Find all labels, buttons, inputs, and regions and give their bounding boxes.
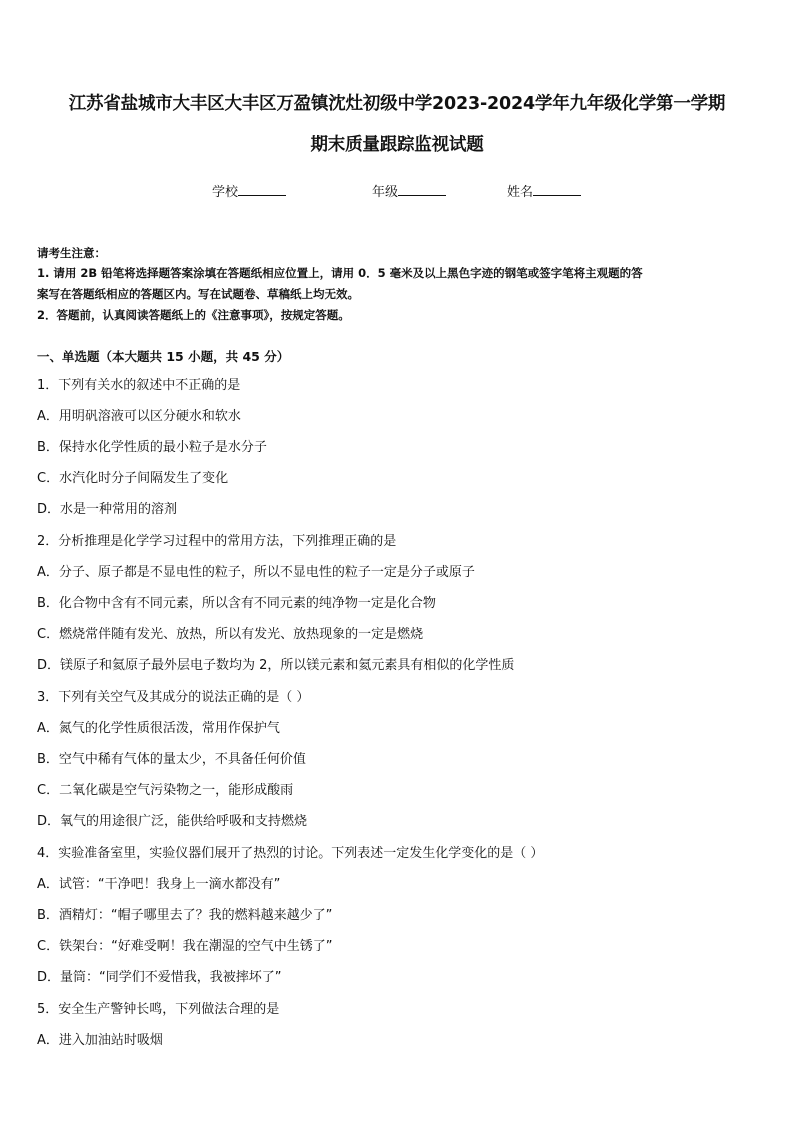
grade-blank[interactable] bbox=[398, 183, 446, 196]
name-blank[interactable] bbox=[533, 183, 581, 196]
school-field[interactable] bbox=[212, 181, 286, 200]
name-label: 姓名 bbox=[507, 185, 534, 200]
question-option: D．镁原子和氦原子最外层电子数均为 2，所以镁元素和氦元素具有相似的化学性质 bbox=[37, 658, 515, 673]
question-stem: 5．安全生产警钟长鸣，下列做法合理的是 bbox=[37, 1002, 280, 1017]
question-option: C．铁架台：“好难受啊！我在潮湿的空气中生锈了” bbox=[37, 939, 333, 954]
exam-title-line2: 期末质量跟踪监视试题 bbox=[310, 135, 484, 155]
question-option: A．进入加油站时吸烟 bbox=[37, 1033, 163, 1048]
school-label: 学校 bbox=[212, 185, 239, 200]
question-stem: 1．下列有关水的叙述中不正确的是 bbox=[37, 378, 241, 393]
exam-title-line1: 江苏省盐城市大丰区大丰区万盈镇沈灶初级中学2023-2024学年九年级化学第一学期 bbox=[68, 94, 726, 114]
student-info-row bbox=[0, 181, 794, 201]
notice-item2: 2．答题前，认真阅读答题纸上的《注意事项》，按规定答题。 bbox=[37, 308, 350, 322]
notice-item1-line1: 1. 请用 2B 铅笔将选择题答案涂填在答题纸相应位置上，请用 0．5 毫米及以上黑色字迹的钢笔或签字笔将主观题的答 bbox=[37, 266, 643, 280]
question-stem: 2．分析推理是化学学习过程中的常用方法，下列推理正确的是 bbox=[37, 534, 397, 549]
question-option: C．二氧化碳是空气污染物之一，能形成酸雨 bbox=[37, 783, 294, 798]
grade-field[interactable] bbox=[372, 181, 446, 200]
question-option: D．氧气的用途很广泛，能供给呼吸和支持燃烧 bbox=[37, 814, 308, 829]
question-option: A．用明矾溶液可以区分硬水和软水 bbox=[37, 409, 241, 424]
notice-item1-line2: 案写在答题纸相应的答题区内。写在试题卷、草稿纸上均无效。 bbox=[37, 287, 359, 301]
question-option: B．酒精灯：“帽子哪里去了？我的燃料越来越少了” bbox=[37, 908, 333, 923]
question-option: C．水汽化时分子间隔发生了变化 bbox=[37, 471, 229, 486]
name-field[interactable] bbox=[507, 181, 581, 200]
section-title: 一、单选题（本大题共 15 小题，共 45 分） bbox=[37, 349, 290, 364]
question-option: A．氮气的化学性质很活泼，常用作保护气 bbox=[37, 721, 280, 736]
question-option: C．燃烧常伴随有发光、放热，所以有发光、放热现象的一定是燃烧 bbox=[37, 627, 424, 642]
school-blank[interactable] bbox=[238, 183, 286, 196]
question-option: B．化合物中含有不同元素，所以含有不同元素的纯净物一定是化合物 bbox=[37, 596, 436, 611]
notice-heading: 请考生注意： bbox=[37, 246, 106, 260]
question-stem: 3．下列有关空气及其成分的说法正确的是（ ） bbox=[37, 690, 310, 705]
question-option: A．试管：“干净吧！我身上一滴水都没有” bbox=[37, 877, 281, 892]
question-option: D．水是一种常用的溶剂 bbox=[37, 502, 178, 517]
question-option: B．保持水化学性质的最小粒子是水分子 bbox=[37, 440, 267, 455]
question-option: B．空气中稀有气体的量太少，不具备任何价值 bbox=[37, 752, 306, 767]
question-stem: 4．实验准备室里，实验仪器们展开了热烈的讨论。下列表述一定发生化学变化的是（ ） bbox=[37, 846, 544, 861]
question-option: D．量筒：“同学们不爱惜我，我被摔坏了” bbox=[37, 970, 282, 985]
grade-label: 年级 bbox=[372, 185, 399, 200]
question-option: A．分子、原子都是不显电性的粒子，所以不显电性的粒子一定是分子或原子 bbox=[37, 565, 475, 580]
